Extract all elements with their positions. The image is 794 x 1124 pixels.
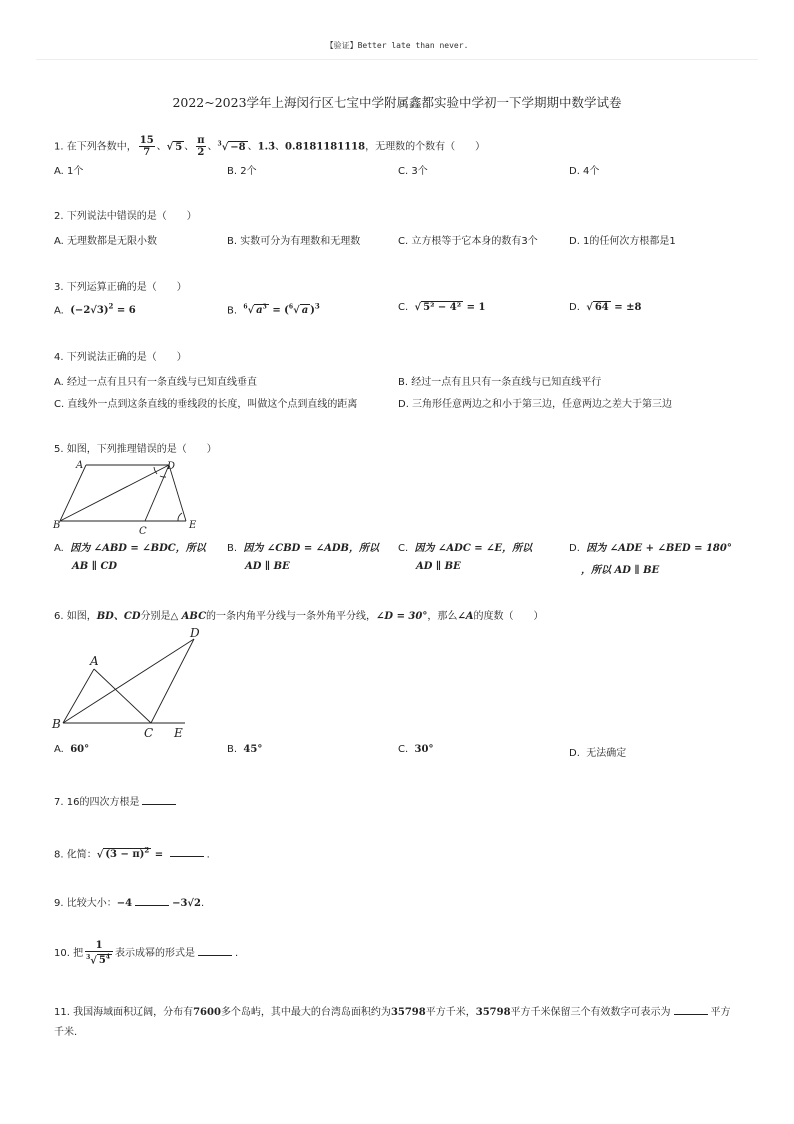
q1-frac-den: 7 — [143, 147, 151, 158]
q5-angle-arc-e — [178, 513, 182, 521]
question-10 — [54, 940, 238, 966]
q1-option-d[interactable]: D. 4个 — [569, 166, 600, 177]
q1-sqrt5-rad: 5 — [175, 141, 183, 153]
q3-b-expr: $^6$√ $a^3 = (^6√$ a )$^3$ — [243, 302, 320, 317]
question-11 — [54, 1004, 744, 1020]
q5-segment-ab — [60, 465, 86, 521]
q1-stem-suffix: ，无理数的个数有（ ） — [365, 141, 486, 153]
q8-suffix: . — [206, 849, 210, 861]
q11-p2: 多个岛屿，其中最大的台湾岛面积约为 — [220, 1007, 391, 1018]
q9-answer-blank[interactable] — [135, 895, 169, 906]
q6-option-a[interactable] — [54, 744, 89, 755]
q5-option-d[interactable] — [569, 539, 732, 576]
q2-option-c[interactable]: C. 立方根等于它本身的数有3个 — [398, 236, 538, 247]
q6-prefix: 6. 如图， — [54, 611, 97, 622]
q11-answer-blank[interactable] — [674, 1004, 708, 1015]
q8-rad-exp: 2 — [144, 846, 150, 855]
q3-c-rhs: = 1 — [463, 302, 486, 313]
q10-answer-blank[interactable] — [198, 945, 232, 956]
question-8 — [54, 844, 210, 862]
q9-left: −4 — [116, 898, 133, 909]
q1-fraction-15-7 — [139, 135, 155, 158]
q1-sqrt5: √ 5 — [166, 141, 183, 153]
q2-option-b[interactable]: B. 实数可分为有理数和无理数 — [227, 236, 361, 247]
q3-b-rad — [254, 304, 269, 316]
q3-a-rhs: = 6 — [113, 305, 136, 317]
q10-den-index: 3 — [86, 954, 91, 961]
q1-option-c[interactable]: C. 3个 — [398, 166, 428, 177]
q5-b-label: B. — [227, 543, 238, 554]
q9-right: −3√2 — [172, 898, 201, 909]
q6-segment-ac — [94, 669, 151, 723]
q5-option-a[interactable] — [54, 539, 206, 572]
q10-den-rad — [97, 954, 112, 966]
q6-option-d[interactable] — [569, 744, 626, 759]
q11-p3: 平方千米， — [425, 1007, 476, 1018]
question-6-stem — [54, 610, 543, 624]
q6-math-triangle: △ ABC — [170, 611, 207, 622]
q6-c-value: 30° — [414, 744, 434, 755]
q8-rad-base: (3 − π) — [105, 849, 145, 861]
q5-label-c: C — [139, 526, 147, 537]
q3-option-d[interactable] — [569, 302, 641, 313]
q6-mid3: ，那么 — [427, 611, 458, 622]
q11-n1: 7600 — [193, 1007, 221, 1018]
q8-expr: √ $(3 - \pi)^2$ = — [96, 846, 167, 861]
q6-label-e: E — [174, 726, 183, 740]
q2-option-d[interactable]: D. 1的任何次方根都是1 — [569, 236, 676, 247]
q6-suffix: 的度数（ ） — [473, 611, 544, 622]
q9-prefix: 9. 比较大小： — [54, 898, 117, 909]
q4-option-a[interactable]: A. 经过一点有且只有一条直线与已知直线垂直 — [54, 377, 258, 388]
q7-answer-blank[interactable] — [142, 794, 176, 805]
q1-sep: 、 — [184, 141, 195, 153]
question-7 — [54, 794, 179, 810]
q6-segment-bd — [63, 639, 194, 723]
page-title: 2022~2023学年上海闵行区七宝中学附属鑫都实验中学初一下学期期中数学试卷 — [172, 95, 622, 110]
q3-c-label: C. — [398, 302, 409, 313]
q5-angle-arc-2 — [160, 476, 166, 477]
q3-a-base: (−2√3) — [70, 305, 109, 317]
question-5-stem: 5. 如图，下列推理错误的是（ ） — [54, 444, 217, 455]
q6-segment-ab — [63, 669, 94, 723]
q6-label-b: B — [52, 717, 61, 731]
q3-a-expr — [70, 302, 136, 317]
q6-figure — [50, 625, 210, 740]
q3-option-a[interactable] — [54, 302, 136, 316]
q1-fraction-pi-2 — [196, 135, 205, 158]
q5-b-line1: 因为 ∠CBD = ∠ADB，所以 — [243, 543, 379, 554]
q3-a-label: A. — [54, 305, 64, 317]
q5-b-line2: AD ∥ BE — [245, 561, 290, 572]
q1-option-a[interactable]: A. 1个 — [54, 166, 84, 177]
q6-d-label: D. — [569, 748, 580, 759]
q11-n2: 35798 — [390, 1007, 426, 1018]
q6-option-b[interactable] — [227, 744, 262, 755]
q3-b-rad-exp: 3 — [262, 304, 267, 311]
q1-decimal: 0.8181181118 — [285, 141, 366, 153]
q6-mid2: 的一条内角平分线与一条外角平分线， — [206, 611, 377, 622]
q10-den-base: 5 — [98, 955, 106, 967]
q3-d-rhs: = ±8 — [610, 302, 642, 313]
q5-d-label: D. — [569, 543, 580, 554]
q1-cbrt-index: 3 — [217, 140, 222, 148]
q10-fraction — [85, 940, 113, 966]
q6-label-c: C — [144, 726, 154, 740]
q1-cbrt-rad: −8 — [230, 141, 246, 153]
q6-d-value: 无法确定 — [586, 748, 627, 759]
q5-label-b: B — [53, 520, 61, 531]
q3-b-rhs-exp: 3 — [314, 302, 320, 311]
q1-option-b[interactable]: B. 2个 — [227, 166, 257, 177]
header-note: 【验证】Better late than never. — [325, 41, 469, 50]
q3-c-rad: 5² − 4² — [423, 302, 462, 313]
q1-frac-num: 15 — [139, 135, 154, 146]
q5-d-line1: 因为 ∠ADE + ∠BED = 180° — [586, 543, 732, 554]
q3-b-label: B. — [227, 305, 238, 317]
q6-option-c[interactable] — [398, 744, 433, 755]
q3-b-rhs-close: ) — [310, 305, 315, 317]
q4-option-c[interactable]: C. 直线外一点到这条直线的垂线段的长度，叫做这个点到直线的距离 — [54, 399, 358, 410]
q1-pi-den: 2 — [197, 147, 205, 158]
q5-figure — [50, 458, 210, 538]
q3-b-index: 6 — [243, 304, 248, 311]
q10-den: $^3$√ $5^4$ — [86, 954, 111, 967]
question-3-stem: 3. 下列运算正确的是（ ） — [54, 282, 187, 293]
header-divider — [36, 59, 758, 60]
q8-eq: = — [151, 849, 167, 861]
q3-a-exp: 2 — [108, 302, 114, 311]
q11-p5: 平方 — [710, 1007, 731, 1018]
q1-sep: 、 — [156, 141, 167, 153]
q10-num: 1 — [85, 940, 113, 952]
q5-label-a: A — [76, 460, 84, 471]
q11-line2: 千米. — [54, 1027, 78, 1038]
q2-option-a[interactable]: A. 无理数都是无限小数 — [54, 236, 158, 247]
q3-option-b[interactable] — [227, 302, 320, 316]
q3-d-rad: 64 — [594, 302, 609, 313]
q8-prefix: 8. 化简： — [54, 849, 97, 861]
question-2-stem: 2. 下列说法中错误的是（ ） — [54, 211, 197, 222]
q5-c-label: C. — [398, 543, 409, 554]
q8-rad — [103, 848, 151, 860]
question-1-stem — [54, 135, 485, 158]
q10-end: . — [235, 948, 239, 960]
q5-segment-bd — [60, 465, 169, 521]
q1-stem-prefix: 1. 在下列各数中， — [54, 141, 137, 153]
q6-mid: 分别是 — [140, 611, 171, 622]
q5-label-e: E — [189, 520, 197, 531]
q3-d-expr: √ 64 = ±8 — [586, 302, 642, 313]
q5-d-line2: ，所以 AD ∥ BE — [581, 565, 660, 576]
question-4-stem: 4. 下列说法正确的是（ ） — [54, 352, 187, 363]
q11-p4: 平方千米保留三个有效数字可表示为 — [510, 1007, 671, 1018]
q10-prefix: 10. 把 — [54, 948, 84, 960]
q6-math-bd-cd: BD、CD — [96, 611, 141, 622]
q5-a-line1: 因为 ∠ABD = ∠BDC，所以 — [70, 543, 206, 554]
q6-math-angle-a: ∠A — [457, 611, 474, 622]
q1-repeating: 1.3̇ — [257, 141, 276, 153]
q5-c-line1: 因为 ∠ADC = ∠E，所以 — [414, 543, 533, 554]
q5-option-c[interactable] — [398, 539, 532, 572]
q6-b-value: 45° — [243, 744, 263, 755]
q4-option-b[interactable]: B. 经过一点有且只有一条直线与已知直线平行 — [398, 377, 602, 388]
q5-c-line2: AD ∥ BE — [416, 561, 461, 572]
q11-p1: 11. 我国海域面积辽阔，分布有 — [54, 1007, 194, 1018]
q3-b-rhs-open: = ( — [268, 305, 289, 317]
question-9 — [54, 895, 204, 911]
q1-sep: 、 — [275, 141, 286, 153]
q10-suffix: 表示成幂的形式是 — [115, 948, 196, 960]
q3-c-expr: √ 5² − 4² = 1 — [414, 302, 486, 313]
q3-option-c[interactable] — [398, 302, 485, 313]
q11-n3: 35798 — [475, 1007, 511, 1018]
q6-math-angle-d: ∠D = 30° — [376, 611, 428, 622]
q6-a-value: 60° — [70, 744, 90, 755]
q4-option-d[interactable]: D. 三角形任意两边之和小于第三边，任意两边之差大于第三边 — [398, 399, 673, 410]
q9-suffix: . — [200, 898, 205, 909]
q6-label-d: D — [190, 626, 200, 640]
q5-a-label: A. — [54, 543, 64, 554]
q1-sep: 、 — [207, 141, 218, 153]
q6-segment-cd — [151, 639, 194, 723]
q1-cbrt: $^3$√ −8 — [217, 140, 246, 153]
q10-den-exp: 4 — [105, 954, 111, 961]
q3-d-label: D. — [569, 302, 580, 313]
q3-b-rad-base: a — [256, 305, 263, 317]
q3-b-rhs-index: 6 — [288, 304, 294, 311]
q6-a-label: A. — [54, 744, 64, 755]
q3-b-rhs-rad-base: a — [301, 305, 309, 317]
q1-sep: 、 — [247, 141, 258, 153]
q6-label-a: A — [90, 654, 99, 668]
q1-pi-num: π — [197, 135, 205, 146]
q5-option-b[interactable] — [227, 539, 379, 572]
q6-c-label: C. — [398, 744, 409, 755]
q7-text: 7. 16的四次方根是 — [54, 797, 140, 808]
q5-a-line2: AB ∥ CD — [72, 561, 118, 572]
q3-b-rhs-rad — [300, 304, 310, 316]
q6-b-label: B. — [227, 744, 238, 755]
q5-segment-de — [169, 465, 186, 521]
q8-answer-blank[interactable] — [170, 846, 204, 857]
q5-label-d: D — [167, 461, 176, 472]
